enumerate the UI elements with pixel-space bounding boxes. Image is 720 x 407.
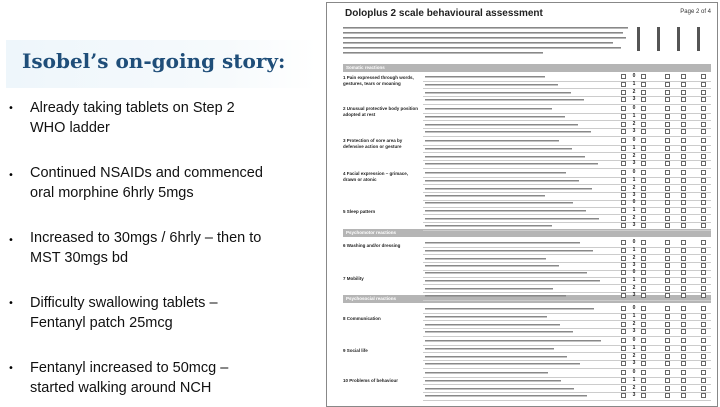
score-number: 3 <box>632 160 636 167</box>
score-checkbox <box>621 248 626 253</box>
category-3: 3 Protection of sore area by defensive action or gesture <box>343 138 403 149</box>
score-checkbox <box>681 223 686 228</box>
score-checkbox <box>681 129 686 134</box>
score-checkbox <box>701 270 706 275</box>
score-checkbox <box>701 393 706 398</box>
score-number: 1 <box>632 312 636 319</box>
score-checkbox <box>621 208 626 213</box>
score-checkbox <box>701 146 706 151</box>
score-checkbox <box>701 293 706 298</box>
score-checkbox <box>621 338 626 343</box>
score-checkbox <box>621 74 626 79</box>
score-checkbox <box>621 90 626 95</box>
score-number: 3 <box>632 360 636 367</box>
category-1: 1 Pain expressed through words, gestures, tears or moaning <box>343 75 414 86</box>
bullet-marker: • <box>8 235 14 246</box>
score-checkbox <box>641 256 646 261</box>
score-checkbox <box>681 240 686 245</box>
score-checkbox <box>621 256 626 261</box>
score-number: 1 <box>632 144 636 151</box>
score-checkbox <box>701 278 706 283</box>
row-text-graphic <box>425 392 615 401</box>
score-number: 2 <box>632 352 636 359</box>
score-checkbox <box>621 329 626 334</box>
score-checkbox <box>621 346 626 351</box>
category-6: 6 Washing and/or dressing <box>343 243 401 248</box>
score-number: 0 <box>632 337 636 343</box>
score-checkbox <box>621 122 626 127</box>
score-checkbox <box>681 138 686 143</box>
score-number: 2 <box>632 88 636 95</box>
score-number: 2 <box>632 284 636 291</box>
score-checkbox <box>665 146 670 151</box>
score-checkbox <box>681 338 686 343</box>
date-columns-graphic <box>633 25 713 61</box>
score-number: 2 <box>632 184 636 191</box>
score-checkbox <box>665 154 670 159</box>
category-7: 7 Mobility <box>343 276 364 281</box>
score-checkbox <box>641 216 646 221</box>
score-checkbox <box>681 186 686 191</box>
section-psychomotor-reactions: Psychomotor reactions <box>343 229 711 237</box>
score-checkbox <box>641 114 646 119</box>
score-checkbox <box>701 208 706 213</box>
score-number: 3 <box>632 222 636 229</box>
score-checkbox <box>665 322 670 327</box>
score-checkbox <box>641 329 646 334</box>
score-checkbox <box>665 393 670 398</box>
score-number: 0 <box>632 305 636 311</box>
score-checkbox <box>641 286 646 291</box>
score-checkbox <box>621 223 626 228</box>
score-number: 0 <box>632 239 636 245</box>
score-checkbox <box>681 354 686 359</box>
score-checkbox <box>665 354 670 359</box>
score-checkbox <box>665 386 670 391</box>
score-checkbox <box>681 154 686 159</box>
score-checkbox <box>681 314 686 319</box>
score-checkbox <box>665 161 670 166</box>
score-checkbox <box>641 354 646 359</box>
score-checkbox <box>621 278 626 283</box>
category-2: 2 Unusual protective body position adopted at rest <box>343 106 419 117</box>
score-checkbox <box>681 329 686 334</box>
score-checkbox <box>665 138 670 143</box>
score-checkbox <box>621 97 626 102</box>
score-checkbox <box>701 129 706 134</box>
score-checkbox <box>665 286 670 291</box>
score-checkbox <box>701 248 706 253</box>
score-checkbox <box>665 306 670 311</box>
score-checkbox <box>665 186 670 191</box>
score-checkbox <box>701 314 706 319</box>
score-checkbox <box>665 270 670 275</box>
score-checkbox <box>681 170 686 175</box>
score-checkbox <box>681 306 686 311</box>
score-checkbox <box>665 223 670 228</box>
bullet-text-4: Difficulty swallowing tablets – Fentanyl patch 25mcg <box>30 295 218 331</box>
score-checkbox <box>621 146 626 151</box>
category-5: 5 Sleep pattern <box>343 209 376 214</box>
score-number: 1 <box>632 246 636 253</box>
score-checkbox <box>701 256 706 261</box>
score-number: 3 <box>632 96 636 103</box>
document-title: Doloplus 2 scale behavioural assessment <box>345 8 543 19</box>
score-checkbox <box>681 200 686 205</box>
score-checkbox <box>701 329 706 334</box>
category-4: 4 Facial expression – grimace, drawn or atonic <box>343 171 409 182</box>
score-checkbox <box>621 82 626 87</box>
score-checkbox <box>701 138 706 143</box>
bullet-marker: • <box>8 103 14 114</box>
score-checkbox <box>701 240 706 245</box>
score-checkbox <box>621 200 626 205</box>
score-checkbox <box>665 338 670 343</box>
score-checkbox <box>665 346 670 351</box>
score-checkbox <box>681 178 686 183</box>
score-checkbox <box>701 263 706 268</box>
score-number: 0 <box>632 105 636 111</box>
score-number: 3 <box>632 262 636 269</box>
slide-title: Isobel’s on-going story: <box>22 49 286 73</box>
score-checkbox <box>701 74 706 79</box>
score-checkbox <box>641 178 646 183</box>
score-number: 0 <box>632 169 636 175</box>
score-checkbox <box>701 386 706 391</box>
bullet-marker: • <box>8 363 14 374</box>
score-checkbox <box>681 106 686 111</box>
score-checkbox <box>701 161 706 166</box>
score-checkbox <box>665 278 670 283</box>
score-checkbox <box>641 346 646 351</box>
score-checkbox <box>641 293 646 298</box>
score-number: 2 <box>632 120 636 127</box>
row-text-graphic <box>425 96 615 105</box>
bullet-text-3: Increased to 30mgs / 6hrly – then to MST 30mgs bd <box>30 230 262 266</box>
category-9: 9 Social life <box>343 348 368 353</box>
document-page-number: Page 2 of 4 <box>680 9 711 15</box>
score-number: 2 <box>632 254 636 261</box>
category-10: 10 Problems of behaviour <box>343 378 399 383</box>
score-checkbox <box>681 161 686 166</box>
score-checkbox <box>641 278 646 283</box>
score-checkbox <box>641 240 646 245</box>
score-checkbox <box>621 370 626 375</box>
score-checkbox <box>641 170 646 175</box>
score-checkbox <box>665 263 670 268</box>
form-row <box>423 222 711 231</box>
row-text-graphic <box>425 222 615 231</box>
score-checkbox <box>665 178 670 183</box>
score-checkbox <box>621 270 626 275</box>
score-checkbox <box>641 338 646 343</box>
score-checkbox <box>665 256 670 261</box>
score-checkbox <box>701 97 706 102</box>
score-checkbox <box>641 97 646 102</box>
score-checkbox <box>701 223 706 228</box>
score-number: 0 <box>632 269 636 275</box>
score-checkbox <box>621 263 626 268</box>
score-checkbox <box>641 82 646 87</box>
score-checkbox <box>641 248 646 253</box>
score-number: 0 <box>632 369 636 375</box>
score-number: 1 <box>632 80 636 87</box>
score-checkbox <box>681 370 686 375</box>
score-checkbox <box>665 74 670 79</box>
score-checkbox <box>681 286 686 291</box>
score-checkbox <box>681 322 686 327</box>
score-checkbox <box>681 97 686 102</box>
score-checkbox <box>681 208 686 213</box>
score-checkbox <box>701 322 706 327</box>
score-checkbox <box>681 393 686 398</box>
document-intro-text <box>343 25 633 61</box>
score-number: 3 <box>632 192 636 199</box>
score-number: 3 <box>632 328 636 335</box>
score-checkbox <box>641 90 646 95</box>
score-checkbox <box>641 200 646 205</box>
score-checkbox <box>621 354 626 359</box>
score-checkbox <box>641 186 646 191</box>
score-checkbox <box>701 286 706 291</box>
bullet-marker: • <box>8 170 14 181</box>
intro-lines-graphic <box>343 25 633 61</box>
score-checkbox <box>641 208 646 213</box>
bullet-marker: • <box>8 298 14 309</box>
score-checkbox <box>621 306 626 311</box>
score-checkbox <box>701 186 706 191</box>
score-checkbox <box>701 122 706 127</box>
score-checkbox <box>665 97 670 102</box>
score-checkbox <box>621 170 626 175</box>
score-checkbox <box>641 378 646 383</box>
score-number: 2 <box>632 152 636 159</box>
bullet-text-2: Continued NSAIDs and commenced oral morphine 6hrly 5mgs <box>30 165 263 201</box>
form-row <box>423 360 711 369</box>
row-text-graphic <box>425 360 615 369</box>
score-number: 3 <box>632 392 636 399</box>
score-checkbox <box>665 329 670 334</box>
score-checkbox <box>641 386 646 391</box>
score-checkbox <box>641 122 646 127</box>
category-8: 8 Communication <box>343 316 381 321</box>
section-somatic-reactions: Somatic reactions <box>343 64 711 72</box>
score-checkbox <box>621 361 626 366</box>
score-checkbox <box>641 193 646 198</box>
score-checkbox <box>621 138 626 143</box>
score-checkbox <box>701 354 706 359</box>
score-checkbox <box>665 82 670 87</box>
score-checkbox <box>681 193 686 198</box>
score-checkbox <box>665 90 670 95</box>
score-checkbox <box>681 216 686 221</box>
score-number: 2 <box>632 320 636 327</box>
score-checkbox <box>641 314 646 319</box>
score-checkbox <box>701 200 706 205</box>
score-checkbox <box>681 122 686 127</box>
score-checkbox <box>621 154 626 159</box>
score-checkbox <box>641 74 646 79</box>
form-row <box>423 128 711 137</box>
score-checkbox <box>621 106 626 111</box>
score-checkbox <box>665 240 670 245</box>
score-checkbox <box>681 248 686 253</box>
row-text-graphic <box>425 328 615 337</box>
score-checkbox <box>701 170 706 175</box>
score-checkbox <box>681 114 686 119</box>
score-checkbox <box>641 161 646 166</box>
score-checkbox <box>701 216 706 221</box>
score-number: 2 <box>632 214 636 221</box>
score-checkbox <box>641 129 646 134</box>
score-number: 1 <box>632 206 636 213</box>
score-checkbox <box>621 293 626 298</box>
score-checkbox <box>641 146 646 151</box>
score-checkbox <box>665 361 670 366</box>
score-checkbox <box>665 114 670 119</box>
score-number: 0 <box>632 199 636 205</box>
score-checkbox <box>681 256 686 261</box>
bullet-text-1: Already taking tablets on Step 2 WHO ladder <box>30 100 235 136</box>
score-checkbox <box>641 106 646 111</box>
score-checkbox <box>681 278 686 283</box>
form-row <box>423 328 711 337</box>
section-psychosocial-reactions: Psychosocial reactions <box>343 295 711 303</box>
score-checkbox <box>621 114 626 119</box>
score-checkbox <box>621 129 626 134</box>
score-checkbox <box>641 270 646 275</box>
score-checkbox <box>621 322 626 327</box>
score-checkbox <box>681 270 686 275</box>
score-checkbox <box>701 114 706 119</box>
score-number: 2 <box>632 384 636 391</box>
score-checkbox <box>665 122 670 127</box>
score-checkbox <box>621 314 626 319</box>
row-text-graphic <box>425 128 615 137</box>
score-checkbox <box>665 216 670 221</box>
score-number: 1 <box>632 112 636 119</box>
score-checkbox <box>621 378 626 383</box>
score-checkbox <box>701 82 706 87</box>
score-checkbox <box>621 193 626 198</box>
score-checkbox <box>641 361 646 366</box>
score-checkbox <box>701 306 706 311</box>
score-checkbox <box>681 346 686 351</box>
score-checkbox <box>641 306 646 311</box>
score-checkbox <box>641 154 646 159</box>
score-number: 3 <box>632 292 636 299</box>
score-number: 0 <box>632 73 636 79</box>
score-checkbox <box>701 370 706 375</box>
score-checkbox <box>701 193 706 198</box>
bullet-text-5: Fentanyl increased to 50mcg – started walking around NCH <box>30 360 229 396</box>
form-row <box>423 392 711 401</box>
score-checkbox <box>665 314 670 319</box>
score-checkbox <box>641 263 646 268</box>
score-number: 0 <box>632 137 636 143</box>
row-text-graphic <box>425 160 615 169</box>
score-checkbox <box>621 240 626 245</box>
score-checkbox <box>681 361 686 366</box>
score-checkbox <box>681 378 686 383</box>
score-checkbox <box>665 370 670 375</box>
form-row <box>423 96 711 105</box>
score-checkbox <box>665 208 670 213</box>
score-checkbox <box>701 90 706 95</box>
score-checkbox <box>641 393 646 398</box>
score-checkbox <box>621 186 626 191</box>
assessment-document-image <box>326 2 718 407</box>
score-checkbox <box>621 386 626 391</box>
score-checkbox <box>641 322 646 327</box>
score-checkbox <box>681 146 686 151</box>
score-checkbox <box>621 178 626 183</box>
score-checkbox <box>701 378 706 383</box>
score-checkbox <box>701 178 706 183</box>
score-checkbox <box>681 90 686 95</box>
score-checkbox <box>641 370 646 375</box>
score-number: 3 <box>632 128 636 135</box>
score-checkbox <box>621 216 626 221</box>
score-checkbox <box>701 106 706 111</box>
score-number: 1 <box>632 276 636 283</box>
score-checkbox <box>665 170 670 175</box>
score-checkbox <box>621 393 626 398</box>
form-row <box>423 292 711 301</box>
score-checkbox <box>681 386 686 391</box>
score-number: 1 <box>632 376 636 383</box>
score-checkbox <box>665 293 670 298</box>
score-checkbox <box>665 129 670 134</box>
score-checkbox <box>701 361 706 366</box>
score-checkbox <box>681 293 686 298</box>
score-checkbox <box>681 82 686 87</box>
score-checkbox <box>665 106 670 111</box>
score-checkbox <box>665 378 670 383</box>
score-checkbox <box>665 248 670 253</box>
score-checkbox <box>681 74 686 79</box>
form-row <box>423 160 711 169</box>
score-checkbox <box>641 223 646 228</box>
score-number: 1 <box>632 344 636 351</box>
score-checkbox <box>665 193 670 198</box>
row-text-graphic <box>425 292 615 301</box>
score-checkbox <box>641 138 646 143</box>
score-checkbox <box>665 200 670 205</box>
score-checkbox <box>701 346 706 351</box>
score-checkbox <box>701 338 706 343</box>
score-number: 1 <box>632 176 636 183</box>
score-checkbox <box>681 263 686 268</box>
score-checkbox <box>621 286 626 291</box>
score-checkbox <box>621 161 626 166</box>
score-checkbox <box>701 154 706 159</box>
